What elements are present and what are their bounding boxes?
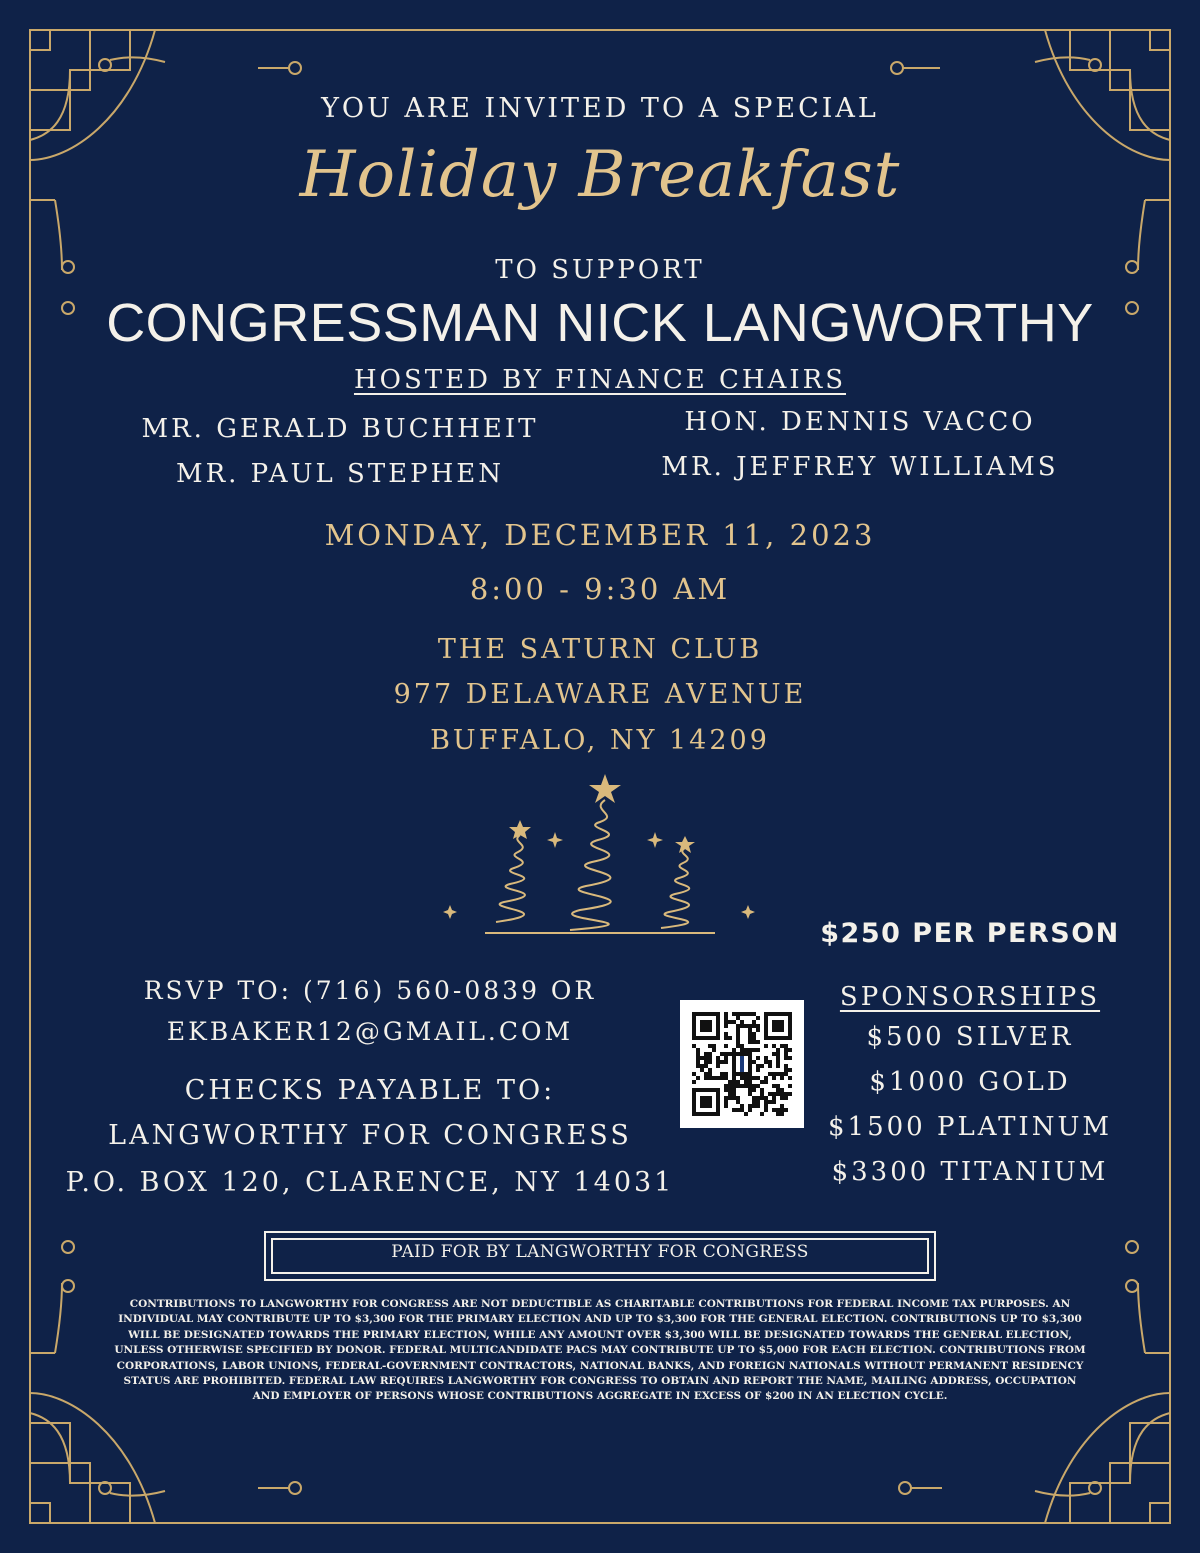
support-line: TO SUPPORT — [495, 255, 705, 285]
event-time: 8:00 - 9:30 AM — [469, 572, 731, 606]
checks-mailing-address: P.O. BOX 120, CLARENCE, NY 14031 — [65, 1167, 675, 1198]
rsvp-email: EKBAKER12@GMAIL.COM — [166, 1017, 574, 1046]
sponsorship-tier: $1500 PLATINUM — [828, 1112, 1112, 1142]
legal-disclaimer: CONTRIBUTIONS TO LANGWORTHY FOR CONGRESS ARE NOT DEDUCTIBLE AS CHARITABLE CONTRIBUTIONS FOR FEDERAL INCOME TAX PURPOSES. AN INDIVIDUAL MAY CONTRIBUTE UP TO $3,300 FOR THE PRIMARY ELECTION AND UP TO $3,300 FOR THE GENERAL ELECTION. CONTRIBUTIONS UP TO $3,300 WILL BE DESIGNATED TOWARDS THE PRIMARY ELECTION, WHILE ANY AMOUNT OVER $3,300 WILL BE DESIGNATED TOWARDS THE GENERAL ELECTION, UNLESS OTHERWISE SPECIFIED BY DONOR. FEDERAL MULTICANDIDATE PACS MAY CONTRIBUTE UP TO $5,000 FOR EACH ELECTION. CONTRIBUTIONS FROM CORPORATIONS, LABOR UNIONS, FEDERAL-GOVERNMENT CONTRACTORS, NATIONAL BANKS, AND FOREIGN NATIONALS WITHOUT PERMANENT RESIDENCY STATUS ARE PROHIBITED. FEDERAL LAW REQUIRES LANGWORTHY FOR CONGRESS TO OBTAIN AND REPORT THE NAME, MAILING ADDRESS, OCCUPATION AND EMPLOYER OF PERSONS WHOSE CONTRIBUTIONS AGGREGATE IN EXCESS OF $200 IN AN ELECTION CYCLE. — [114, 1298, 1086, 1403]
host-name: MR. PAUL STEPHEN — [175, 459, 505, 489]
honoree-name: CONGRESSMAN NICK LANGWORTHY — [106, 293, 1094, 353]
rsvp-phone: RSVP TO: (716) 560-0839 OR — [143, 976, 597, 1005]
venue-street: 977 DELAWARE AVENUE — [393, 679, 807, 710]
checks-payee: LANGWORTHY FOR CONGRESS — [108, 1120, 632, 1151]
qr-code[interactable] — [680, 1000, 804, 1128]
price-per-person: $250 PER PERSON — [820, 918, 1120, 949]
host-name: MR. JEFFREY WILLIAMS — [661, 452, 1059, 482]
sponsorship-tier: $3300 TITANIUM — [831, 1157, 1109, 1187]
sponsorship-tier: $1000 GOLD — [869, 1067, 1071, 1097]
venue-name: THE SATURN CLUB — [437, 634, 763, 665]
host-name: HON. DENNIS VACCO — [684, 407, 1036, 437]
sponsorship-tier: $500 SILVER — [866, 1022, 1074, 1052]
invitation-intro: YOU ARE INVITED TO A SPECIAL — [321, 93, 879, 124]
checks-payable-label: CHECKS PAYABLE TO: — [184, 1075, 556, 1106]
sponsorships-heading: SPONSORSHIPS — [839, 982, 1101, 1012]
paid-for-notice: PAID FOR BY LANGWORTHY FOR CONGRESS — [391, 1242, 809, 1262]
hosts-heading: HOSTED BY FINANCE CHAIRS — [353, 365, 847, 395]
qr-code-pattern — [692, 1012, 792, 1116]
christmas-trees-icon — [440, 770, 760, 945]
host-name: MR. GERALD BUCHHEIT — [141, 414, 539, 444]
venue-city: BUFFALO, NY 14209 — [430, 725, 770, 756]
event-date: MONDAY, DECEMBER 11, 2023 — [324, 518, 876, 552]
event-title: Holiday Breakfast — [299, 138, 901, 212]
